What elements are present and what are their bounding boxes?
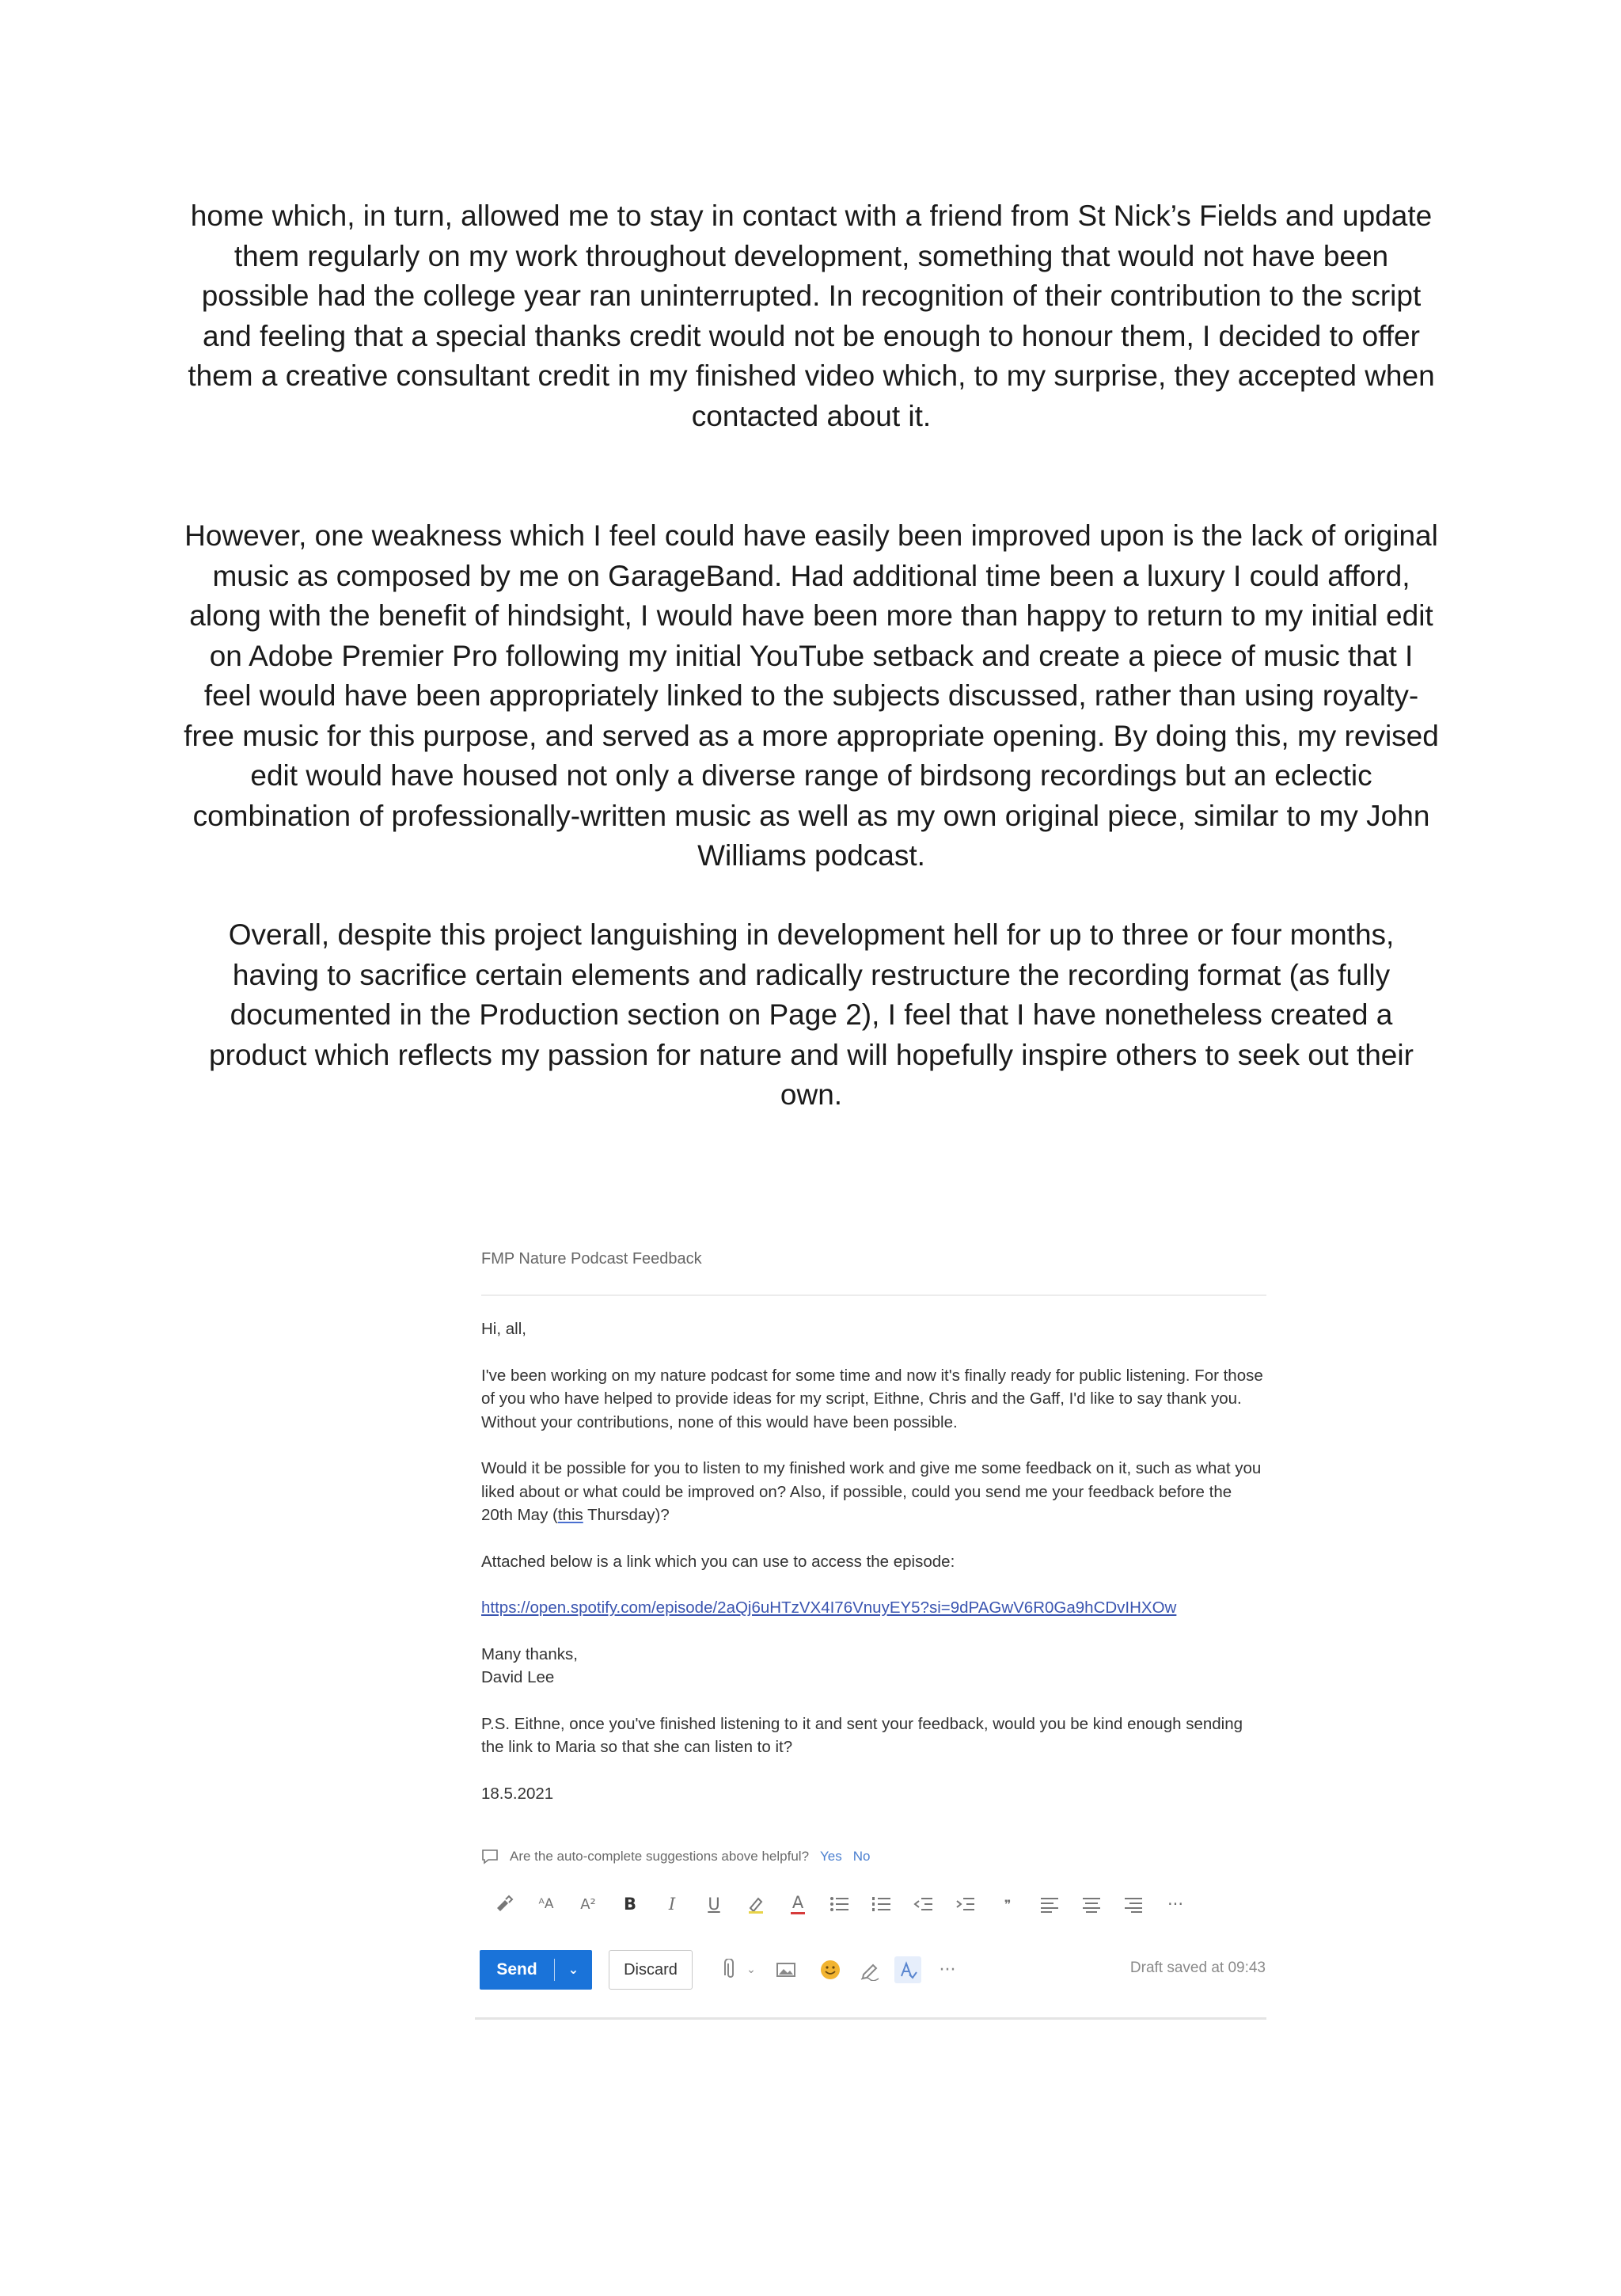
email-body[interactable] xyxy=(481,1317,1265,1828)
subject-divider xyxy=(481,1294,1266,1296)
email-subject: FMP Nature Podcast Feedback xyxy=(481,1250,702,1268)
more-options-icon[interactable]: ··· xyxy=(939,1960,956,1980)
paragraph-1 xyxy=(182,196,1441,436)
quote-icon[interactable]: ❞ xyxy=(1004,1896,1012,1912)
feedback-no-link[interactable]: No xyxy=(852,1849,871,1864)
format-painter-icon[interactable] xyxy=(491,1891,518,1918)
episode-link[interactable]: https://open.spotify.com/episode/2aQj6uHTzVX4I76VnuyEY5?si=9dPAGwV6R0Ga9hCDvIHXOw xyxy=(481,1598,1177,1617)
highlight-icon[interactable] xyxy=(742,1891,769,1918)
send-button[interactable] xyxy=(480,1950,592,1990)
discard-button[interactable]: Discard xyxy=(609,1950,693,1990)
image-icon[interactable] xyxy=(773,1956,799,1983)
feedback-yes-link[interactable]: Yes xyxy=(820,1849,842,1864)
paragraph-2-text: However, one weakness which I feel could have easily been improved upon is the lack of original music as composed by me on GarageBand. Had additional time been a luxury I could afford, along with the benefit of hindsight, I would have been more than happy to return to my initial edit on Adobe Premier Pro following my initial YouTube setback and create a piece of music that I feel would have been appropriately linked to the subjects discussed, rather than using royalty-free music for this purpose, and served as a more appropriate opening. By doing this, my revised edit would have housed not only a diverse range of birdsong recordings but an eclectic combination of professionally-written music as well as my own original piece, similar to my John Williams podcast. xyxy=(184,519,1439,872)
email-paragraph-3: Attached below is a link which you can use to access the episode: xyxy=(481,1552,955,1571)
editor-icon[interactable] xyxy=(894,1956,921,1983)
bullets-icon[interactable] xyxy=(826,1891,853,1918)
email-screenshot xyxy=(475,1239,1266,2019)
paragraph-3-text: Overall, despite this project languishing in development hell for up to three or four months, having to sacrifice certain elements and radically restructure the recording format (as fully documented in the Production section on Page 2), I feel that I have nonetheless created a product which reflects my passion for nature and will hopefully inspire others to seek out their own. xyxy=(209,918,1414,1111)
feedback-question: Are the auto-complete suggestions above helpful? xyxy=(510,1849,810,1864)
spellcheck-word: this xyxy=(557,1506,583,1524)
email-date: 18.5.2021 xyxy=(481,1784,554,1803)
underline-icon[interactable]: U xyxy=(708,1895,720,1914)
paragraph-2 xyxy=(182,516,1441,876)
increase-indent-icon[interactable] xyxy=(952,1891,979,1918)
email-paragraph-2 xyxy=(481,1457,1265,1527)
compose-actions xyxy=(480,1950,1267,1990)
attach-dropdown-icon[interactable]: ⌄ xyxy=(746,1963,756,1976)
more-icon[interactable]: ··· xyxy=(1167,1895,1184,1914)
paragraph-3 xyxy=(182,915,1441,1116)
formatting-toolbar xyxy=(491,1888,1189,1920)
feedback-icon xyxy=(481,1849,499,1865)
align-right-icon[interactable] xyxy=(1120,1891,1147,1918)
email-paragraph-2-end: Thursday)? xyxy=(583,1506,670,1524)
email-signoff: Many thanks, xyxy=(481,1644,578,1663)
compose-bottom-border xyxy=(475,2017,1266,2020)
draft-status: Draft saved at 09:43 xyxy=(1129,1960,1266,1976)
font-color-icon[interactable] xyxy=(784,1891,811,1918)
font-color-bar xyxy=(791,1912,805,1914)
chevron-down-icon[interactable]: ⌄ xyxy=(568,1963,579,1977)
autocomplete-feedback xyxy=(481,1849,871,1865)
bold-icon[interactable]: B xyxy=(623,1895,636,1914)
numbering-icon[interactable] xyxy=(868,1891,895,1918)
send-label: Send xyxy=(496,1960,537,1979)
email-greeting: Hi, all, xyxy=(481,1320,526,1338)
email-postscript: P.S. Eithne, once you've finished listening to it and sent your feedback, would you be kind enough sending the link to Maria so that she can listen to it? xyxy=(481,1714,1243,1756)
decrease-indent-icon[interactable] xyxy=(910,1891,937,1918)
paragraph-1-text: home which, in turn, allowed me to stay in contact with a friend from St Nick’s Fields and update them regularly on my work throughout development, something that would not have been possible had the college year ran uninterrupted. In recognition of their contribution to the script and feeling that a special thanks credit would not be enough to honour them, I decided to offer them a creative consultant credit in my finished video which, to my surprise, they accepted when contacted about it. xyxy=(188,200,1435,432)
emoji-icon[interactable] xyxy=(817,1956,844,1983)
email-paragraph-1: I've been working on my nature podcast for some time and now it's finally ready for public listening. For those of you who have helped to provide ideas for my script, Eithne, Chris and the Gaff, I'd like to say thank you. Without your contributions, none of this would have been possible. xyxy=(481,1366,1263,1431)
italic-icon[interactable]: I xyxy=(668,1895,676,1914)
font-size-icon[interactable]: ᴬA xyxy=(538,1896,554,1912)
font-color-letter: A xyxy=(792,1892,804,1912)
align-center-icon[interactable] xyxy=(1078,1891,1105,1918)
email-sender-name: David Lee xyxy=(481,1668,555,1686)
signature-icon[interactable] xyxy=(856,1956,883,1983)
superscript-icon[interactable]: A² xyxy=(580,1895,596,1913)
align-left-icon[interactable] xyxy=(1036,1891,1063,1918)
email-paragraph-2-start: Would it be possible for you to listen to my finished work and give me some feedback on it, such as what you liked about or what could be improved on? Also, if possible, could you send me your feedback before the 20th May ( xyxy=(481,1459,1262,1524)
